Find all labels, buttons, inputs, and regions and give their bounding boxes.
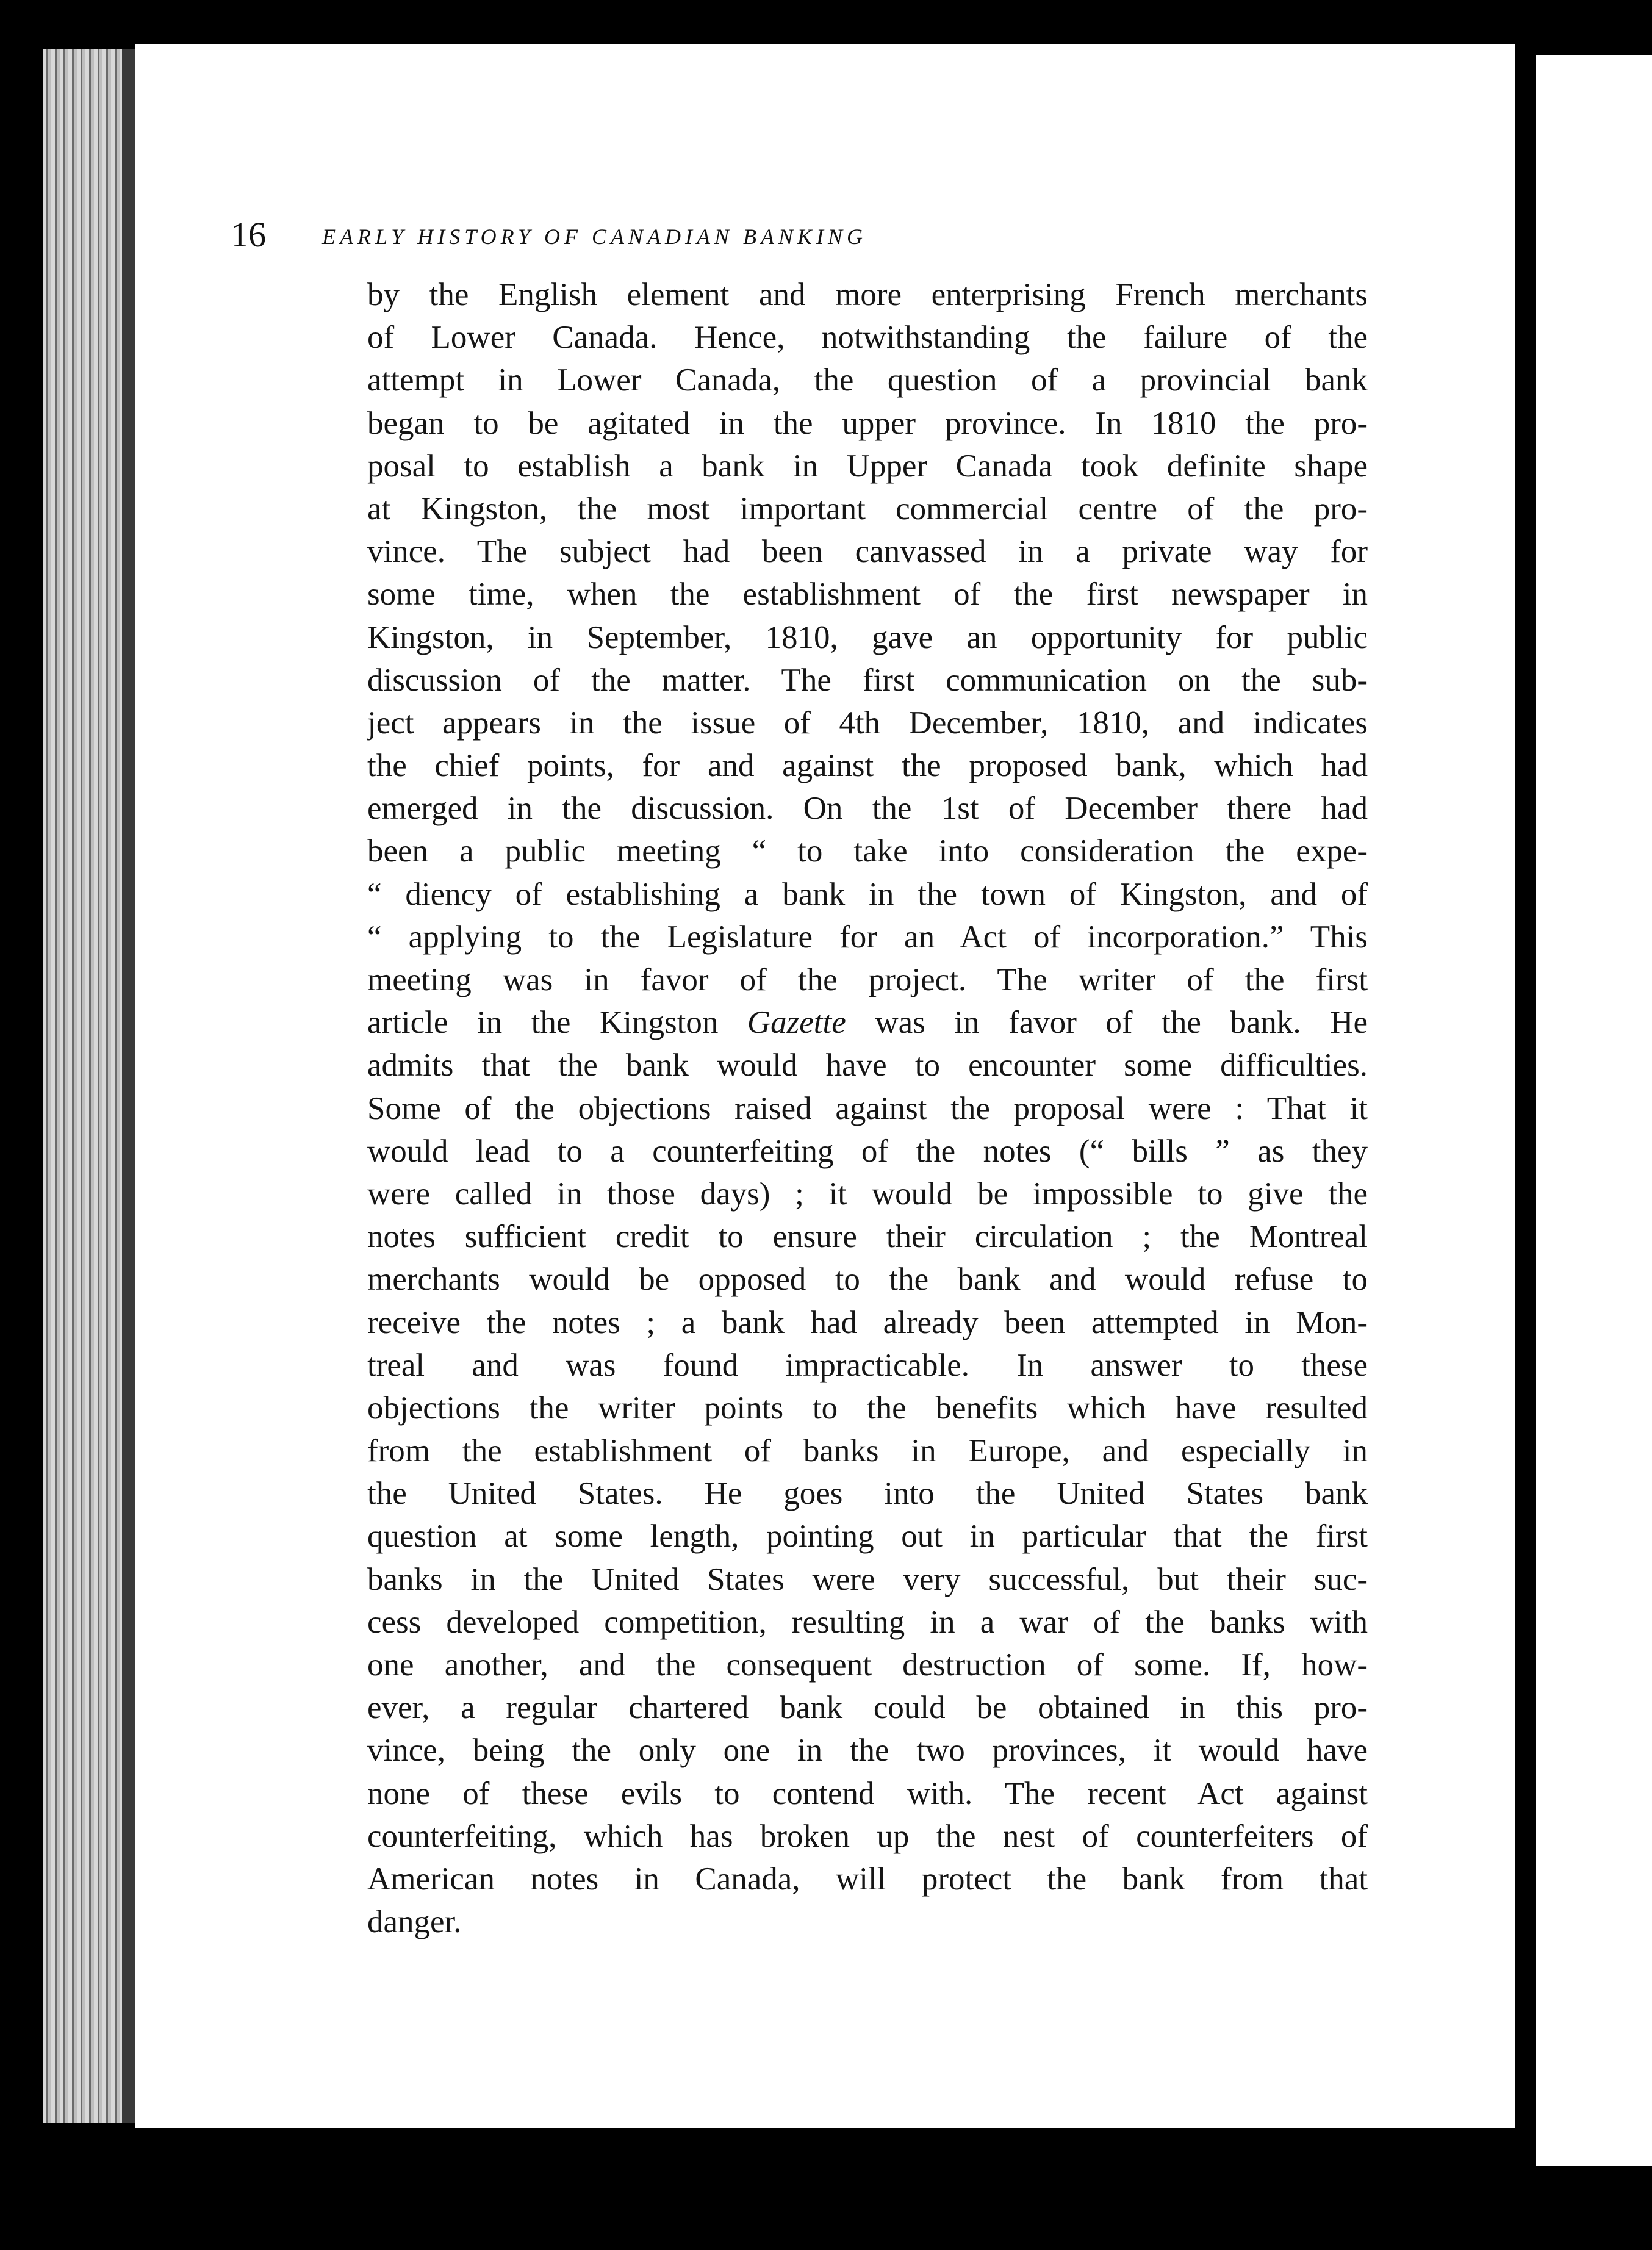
running-head bbox=[231, 210, 1365, 259]
text-line: Some of the objections raised against the proposal were : That it bbox=[367, 1090, 1368, 1126]
text-line: none of these evils to contend with. The recent Act against bbox=[367, 1775, 1368, 1811]
body-text bbox=[367, 273, 1368, 1943]
text-line: cess developed competition, resulting in a war of the banks with bbox=[367, 1604, 1368, 1640]
text-line: emerged in the discussion. On the 1st of December there had bbox=[367, 791, 1368, 827]
text-line: “ applying to the Legislature for an Act of incorporation.” This bbox=[367, 919, 1368, 955]
page-number: 16 bbox=[231, 215, 266, 254]
text-line: vince, being the only one in the two provinces, it would have bbox=[367, 1733, 1368, 1769]
text-line: vince. The subject had been canvassed in a private way for bbox=[367, 534, 1368, 570]
text-line: article in the Kingston Gazette was in favor of the bank. He bbox=[367, 1005, 1368, 1041]
text-line: some time, when the establishment of the first newspaper in bbox=[367, 577, 1368, 613]
text-line: counterfeiting, which has broken up the nest of counterfeiters of bbox=[367, 1818, 1368, 1854]
text-line: question at some length, pointing out in particular that the first bbox=[367, 1519, 1368, 1555]
text-line: of Lower Canada. Hence, notwithstanding the failure of the bbox=[367, 320, 1368, 356]
text-line: danger. bbox=[367, 1904, 462, 1940]
text-line: objections the writer points to the benefits which have resulted bbox=[367, 1390, 1368, 1426]
text-line: the chief points, for and against the proposed bank, which had bbox=[367, 748, 1368, 784]
text-line: been a public meeting “ to take into consideration the expe- bbox=[367, 833, 1368, 869]
text-line: receive the notes ; a bank had already been attempted in Mon- bbox=[367, 1304, 1368, 1340]
text-line: meeting was in favor of the project. The writer of the first bbox=[367, 962, 1368, 997]
facing-page bbox=[1536, 55, 1652, 2166]
text-line: from the establishment of banks in Europe, and especially in bbox=[367, 1433, 1368, 1469]
text-line: treal and was found impracticable. In answer to these bbox=[367, 1347, 1368, 1383]
text-line: would lead to a counterfeiting of the notes (“ bills ” as they bbox=[367, 1133, 1368, 1169]
text-line: ject appears in the issue of 4th December, 1810, and indicates bbox=[367, 705, 1368, 741]
running-head-title: EARLY HISTORY OF CANADIAN BANKING bbox=[322, 225, 867, 249]
text-line: began to be agitated in the upper province. In 1810 the pro- bbox=[367, 405, 1368, 441]
text-line: the United States. He goes into the United States bank bbox=[367, 1476, 1368, 1512]
newspaper-title: Gazette bbox=[747, 1005, 846, 1041]
text-line: one another, and the consequent destruction of some. If, how- bbox=[367, 1647, 1368, 1683]
text-line: notes sufficient credit to ensure their circulation ; the Montreal bbox=[367, 1219, 1368, 1255]
text-line: Kingston, in September, 1810, gave an opportunity for public bbox=[367, 619, 1368, 655]
text-line: at Kingston, the most important commercial centre of the pro- bbox=[367, 491, 1368, 527]
text-line: discussion of the matter. The first communication on the sub- bbox=[367, 662, 1368, 698]
text-line: merchants would be opposed to the bank and would refuse to bbox=[367, 1262, 1368, 1298]
text-line: “ diency of establishing a bank in the town of Kingston, and of bbox=[367, 876, 1368, 912]
text-line: ever, a regular chartered bank could be obtained in this pro- bbox=[367, 1690, 1368, 1726]
text-line: attempt in Lower Canada, the question of a provincial bank bbox=[367, 362, 1368, 398]
text-line: banks in the United States were very successful, but their suc- bbox=[367, 1561, 1368, 1597]
text-line: admits that the bank would have to encounter some difficulties. bbox=[367, 1048, 1368, 1084]
text-line: posal to establish a bank in Upper Canada took definite shape bbox=[367, 448, 1368, 484]
text-line: American notes in Canada, will protect the bank from that bbox=[367, 1861, 1368, 1897]
text-line: by the English element and more enterprising French merchants bbox=[367, 277, 1368, 312]
text-line: were called in those days) ; it would be impossible to give the bbox=[367, 1176, 1368, 1212]
